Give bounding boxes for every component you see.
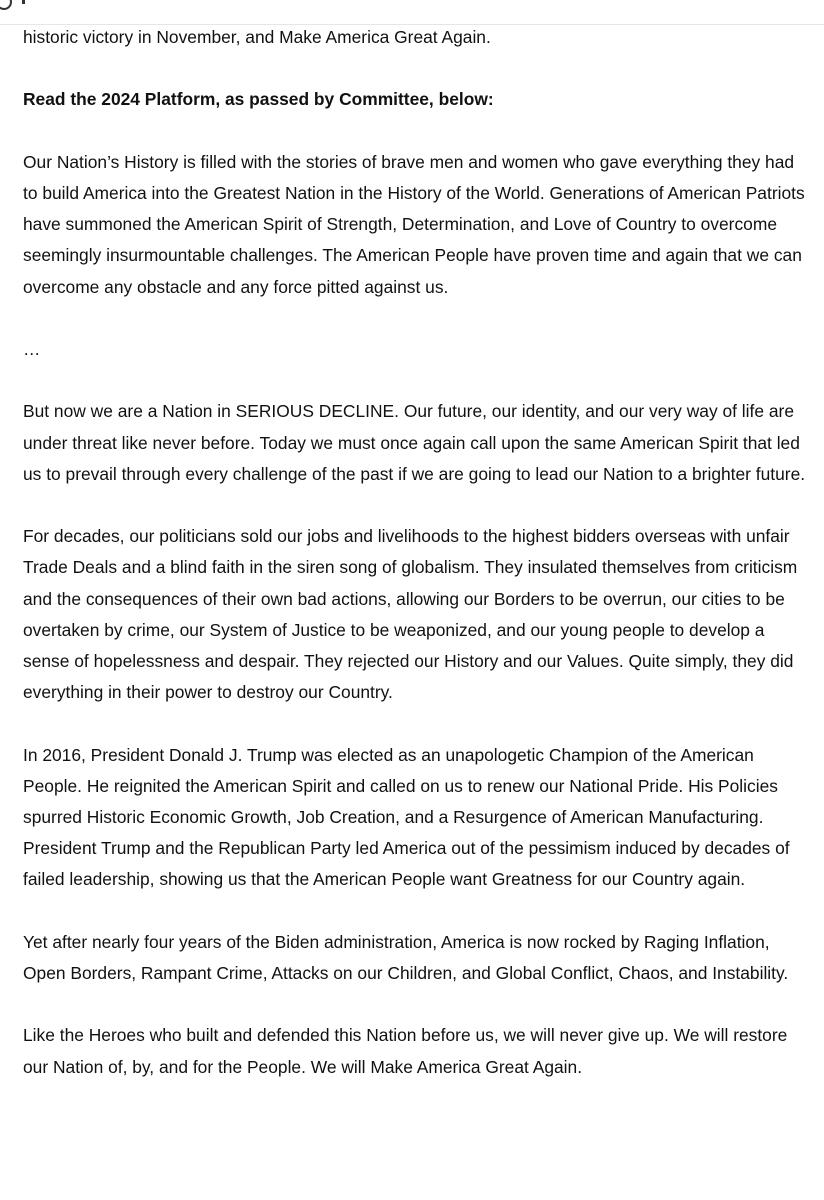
spacer [23, 896, 813, 927]
cropped-icon [0, 0, 12, 10]
spacer [23, 708, 813, 739]
paragraph-2016: In 2016, President Donald J. Trump was elected as an unapologetic Champion of the American People. He reignited the American Spirit and called on us to renew our National Pride. His Policies spurred Historic Economic Growth, Job Creation, and a Resurgence of American Manufacturing. President Trump and the Republican Party led America out of the pessimism induced by decades of failed leadership, showing us that the American People want Greatness for our Country again. [23, 744, 790, 890]
paragraph-biden: Yet after nearly four years of the Biden administration, America is now rocked by Raging Inflation, Open Borders, Rampant Crime, Attacks on our Children, and Global Conflict, Chaos, and Instability. [23, 931, 789, 983]
spacer [23, 303, 813, 334]
paragraph-decades: For decades, our politicians sold our jobs and livelihoods to the highest bidders overseas with unfair Trade Deals and a blind faith in the siren song of globalism. They insulated themselves from criticism and the consequences of their own bad actions, allowing our Borders to be overrun, our cities to be overtaken by crime, our System of Justice to be weaponized, and our young people to develop a sense of hopelessness and despair. They rejected our History and our Values. Quite simply, they did everything in their power to destroy our Country. [23, 526, 798, 703]
spacer [23, 365, 813, 396]
paragraph-heroes: Like the Heroes who built and defended this Nation before us, we will never give up. We will restore our Nation of, by, and for the People. We will Make America Great Again. [23, 1025, 788, 1077]
spacer [23, 989, 813, 1020]
paragraph-decline: But now we are a Nation in SERIOUS DECLINE. Our future, our identity, and our very way of life are under threat like never before. Today we must once again call upon the same American Spirit that led us to prevail through every challenge of the past if we are going to lead our Nation to a brighter future. [23, 401, 806, 484]
paragraph-history: Our Nation’s History is filled with the stories of brave men and women who gave everything they had to build America into the Greatest Nation in the History of the World. Generations of American Patriots have summoned the American Spirit of Strength, Determination, and Love of Country to overcome seemingly insurmountable challenges. The American People have proven time and again that we can overcome any obstacle and any force pitted against us. [23, 151, 805, 297]
ellipsis: … [23, 338, 41, 359]
spacer [23, 53, 813, 84]
spacer [23, 116, 813, 147]
spacer [23, 490, 813, 521]
article-body [23, 22, 813, 1083]
platform-heading: Read the 2024 Platform, as passed by Committee, below: [23, 89, 494, 110]
intro-tail-text: historic victory in November, and Make America Great Again. [23, 27, 491, 47]
cropped-mark-icon [22, 0, 25, 4]
